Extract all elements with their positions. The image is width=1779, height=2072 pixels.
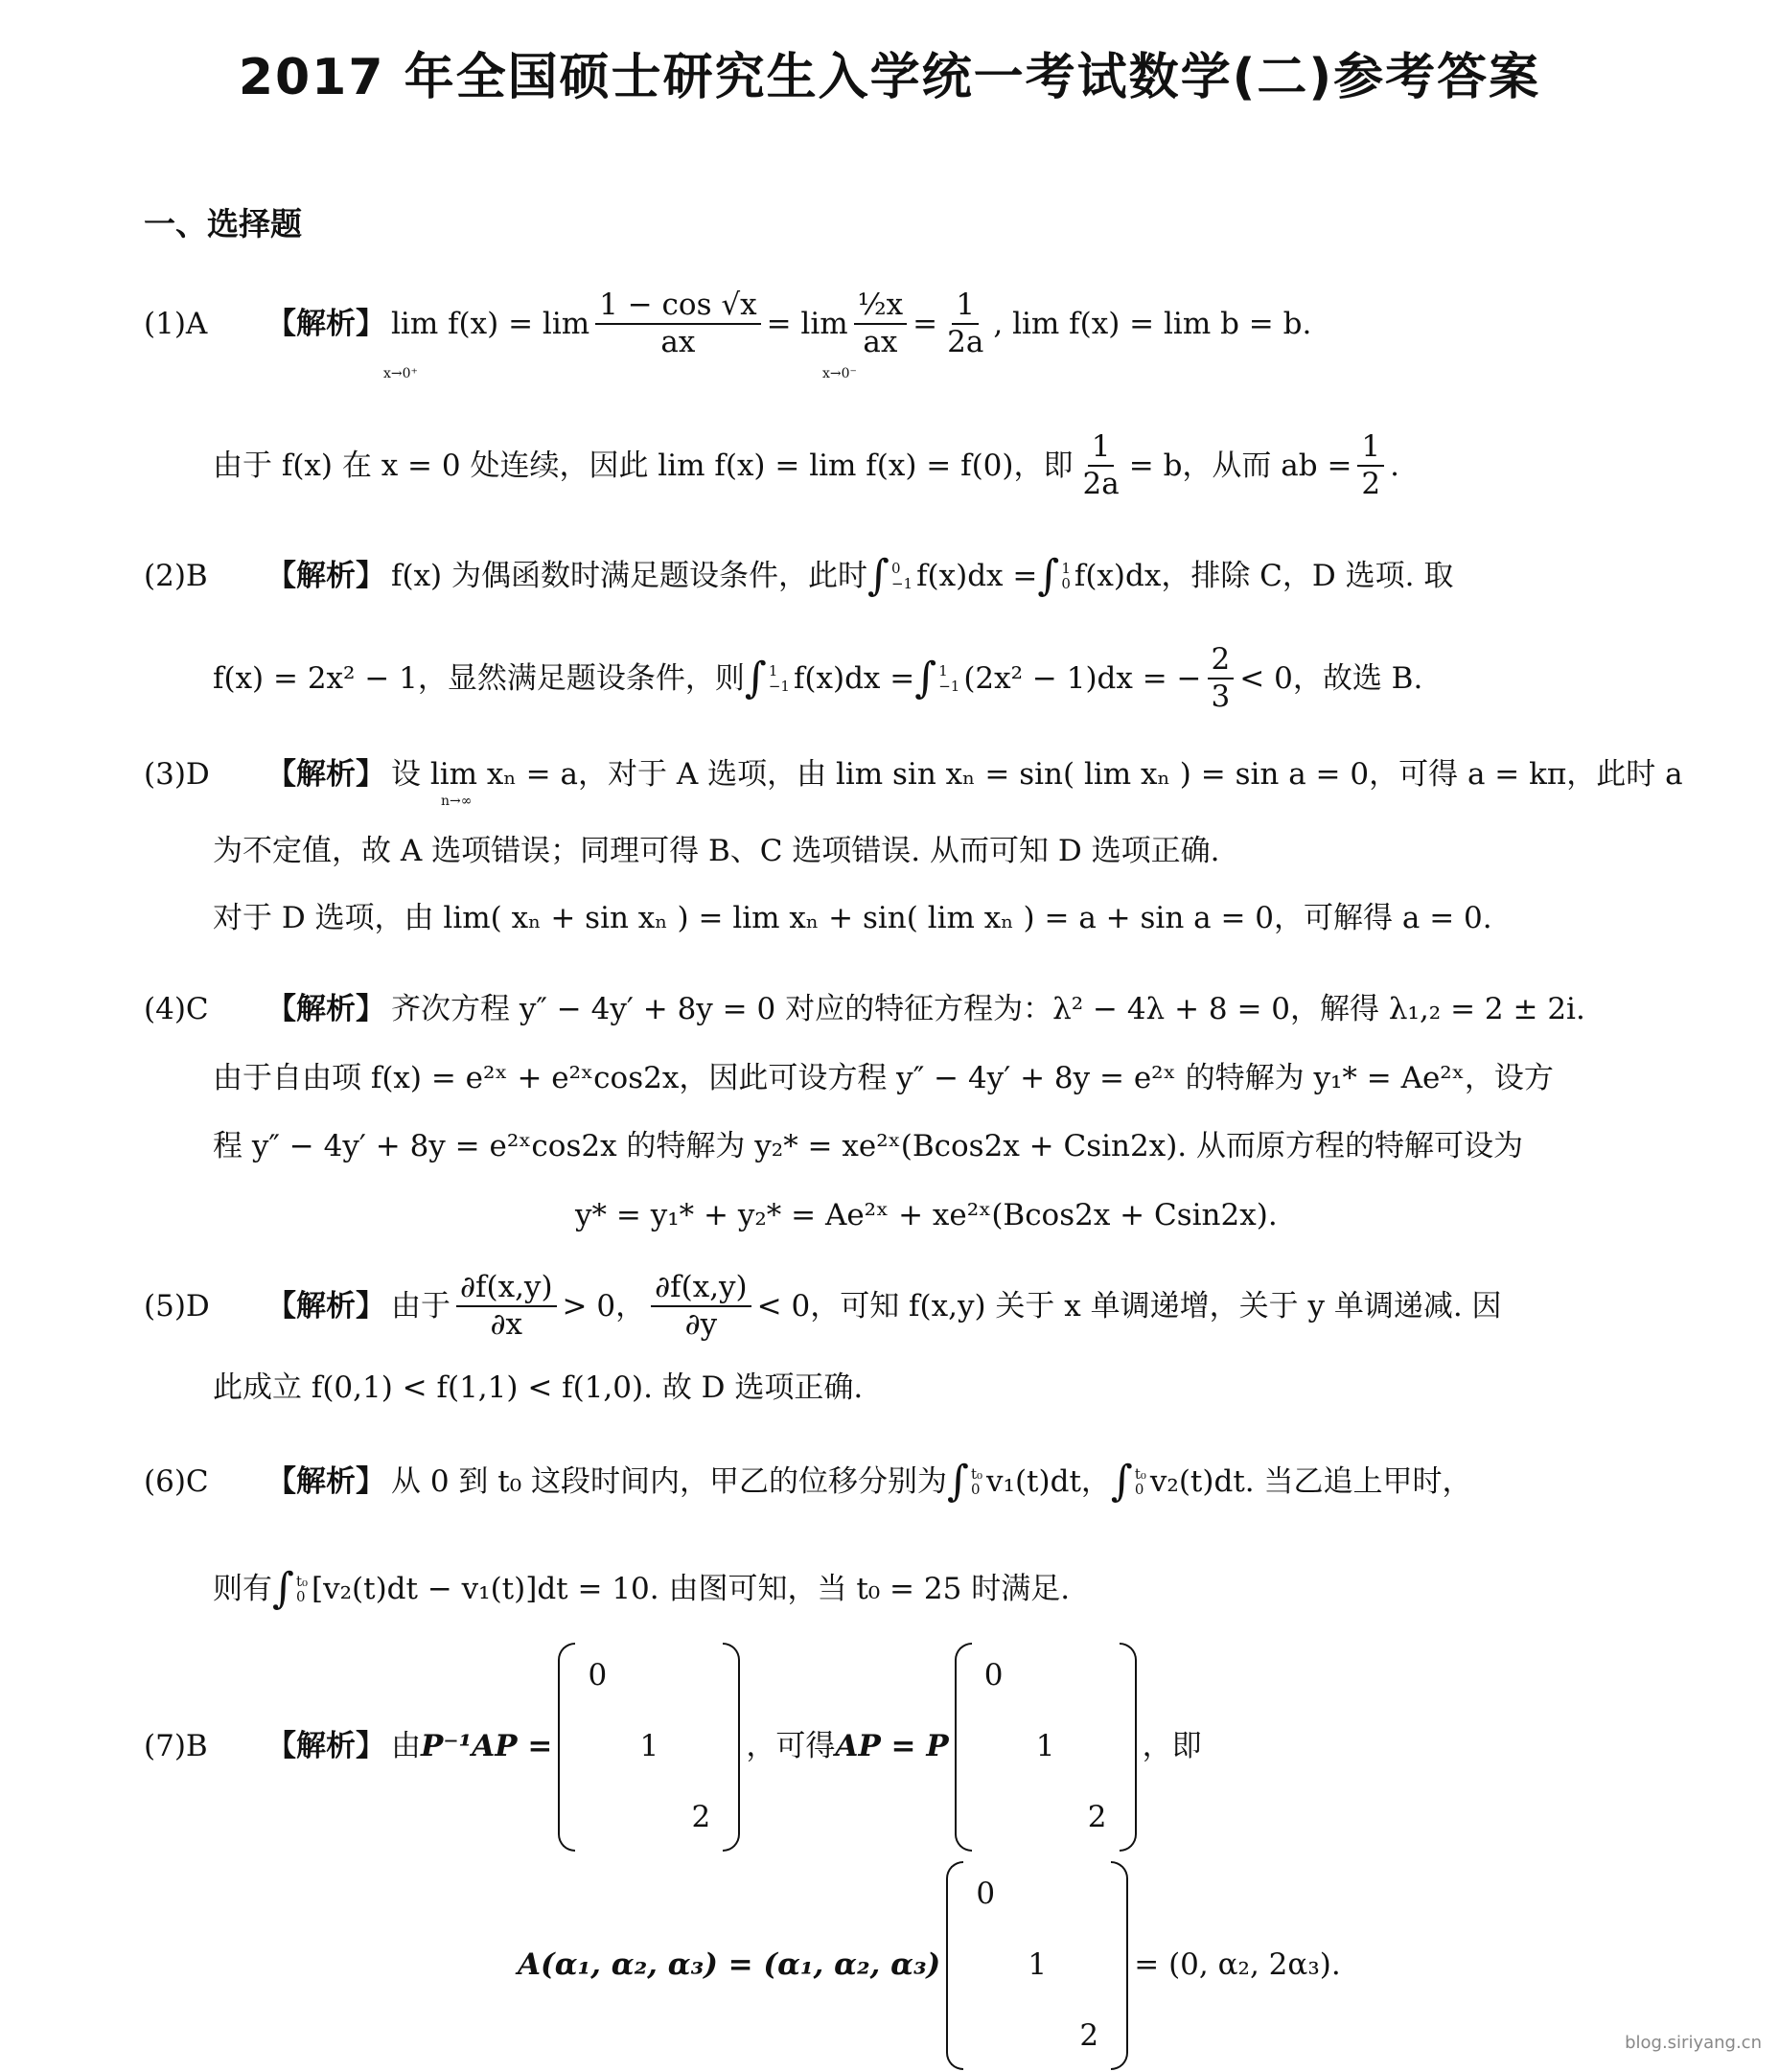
q6-number: (6)C	[144, 1463, 209, 1499]
q6-int3-upper: t₀	[295, 1572, 308, 1590]
q1-frac-1-den: ax	[660, 325, 696, 360]
q1-expr-a1: lim f(x) = lim	[391, 306, 590, 341]
q2-line2a: f(x) = 2x² − 1，显然满足题设条件，则	[213, 660, 745, 696]
q6-integral-1: ∫	[947, 1457, 969, 1506]
q2-line1	[144, 551, 1453, 602]
q1-lim-subscripts	[268, 366, 857, 382]
q5-frac-2-num: ∂f(x,y)	[651, 1270, 751, 1307]
q7-m1-11: 0	[588, 1658, 608, 1693]
q6-int1-upper: t₀	[970, 1464, 983, 1483]
q5-post: < 0，可知 f(x,y) 关于 x 单调递增，关于 y 单调递减. 因	[756, 1288, 1502, 1324]
q2-int3-limits	[769, 663, 790, 695]
q2-int1-upper: 0	[890, 559, 901, 577]
q5-frac-1-den: ∂x	[490, 1307, 523, 1343]
q5-frac-2-den: ∂y	[684, 1307, 718, 1343]
q5-tag: 【解析】	[266, 1288, 385, 1324]
q4-line4: y* = y₁* + y₂* = Ae²ˣ + xe²ˣ(Bcos2x + Csin2x).	[575, 1198, 1278, 1232]
q7-line1	[144, 1641, 1202, 1853]
q1-lim-sub-right: x→0⁺	[383, 366, 418, 381]
q7-m3-11: 0	[976, 1876, 996, 1912]
q6-line1b: v₁(t)dt，	[986, 1463, 1111, 1499]
q1-line2-frac-den: 2a	[1082, 467, 1120, 502]
q7-line2	[518, 1859, 1341, 2072]
q7-pre: 由	[391, 1729, 421, 1764]
q2-int4-limits	[938, 663, 959, 695]
q3-line3: 对于 D 选项，由 lim( xₙ + sin xₙ ) = lim xₙ + sin( lim xₙ ) = a + sin a = 0，可解得 a = 0.	[213, 901, 1492, 935]
page-title: 2017 年全国硕士研究生入学统一考试数学(二)参考答案	[238, 49, 1541, 106]
q2-int1-limits	[891, 561, 913, 592]
q7-number: (7)B	[144, 1729, 208, 1764]
q2-int1-lower: −1	[890, 575, 913, 593]
q6-line1c: v₂(t)dt. 当乙追上甲时，	[1149, 1463, 1472, 1499]
q5-frac-1	[456, 1270, 557, 1343]
q7-eq-left: A(α₁, α₂, α₃) = (α₁, α₂, α₃)	[518, 1947, 941, 1983]
q1-line2-frac2	[1357, 429, 1384, 502]
q6-int2-limits	[1135, 1466, 1146, 1498]
q6-integral-2: ∫	[1110, 1457, 1133, 1506]
q1-line2-frac2-den: 2	[1361, 467, 1381, 502]
q4-line1	[144, 992, 1585, 1027]
q2-int3-upper: 1	[768, 661, 778, 679]
q1-frac-3-den: 2a	[947, 325, 984, 360]
q7-m3-33: 2	[1079, 2018, 1099, 2054]
q2-line2c: (2x² − 1)dx = −	[963, 660, 1202, 696]
q7-matrix-3	[946, 1859, 1128, 2072]
q1-frac-1-num: 1 − cos √x	[595, 288, 760, 325]
q6-int2-lower: 0	[1134, 1481, 1144, 1499]
q6-line2a: 则有	[213, 1571, 272, 1606]
q3-line2: 为不定值，故 A 选项错误；同理可得 B、C 选项错误. 从而可知 D 选项正确.	[213, 834, 1220, 868]
q6-int1-limits	[971, 1466, 982, 1498]
q2-line1b: f(x)dx =	[916, 558, 1038, 593]
q6-line1	[144, 1457, 1472, 1508]
q1-line2b: = b，从而 ab =	[1128, 448, 1352, 483]
q1-line2-frac	[1079, 429, 1123, 502]
q6-line2b: [v₂(t)dt − v₁(t)]dt = 10. 由图可知，当 t₀ = 25 时满足.	[311, 1571, 1071, 1606]
q6-int3-lower: 0	[295, 1588, 306, 1606]
q7-m2-33: 2	[1087, 1800, 1107, 1835]
q1-line1	[144, 288, 1311, 360]
q5-mid: > 0，	[562, 1288, 646, 1324]
q3-number: (3)D	[144, 757, 210, 792]
q2-int4-upper: 1	[938, 661, 948, 679]
q7-m3-22: 1	[1028, 1947, 1048, 1983]
q7-lhs2: AP = P	[835, 1729, 949, 1764]
q4-line3: 程 y″ − 4y′ + 8y = e²ˣcos2x 的特解为 y₂* = xe²ˣ(Bcos2x + Csin2x). 从而原方程的特解可设为	[213, 1129, 1523, 1163]
q3-line1	[144, 757, 1683, 793]
q6-line2	[213, 1564, 1070, 1615]
q7-post: ，即	[1142, 1729, 1202, 1764]
q1-frac-3-num: 1	[952, 288, 979, 325]
q3-lim-sub: n→∞	[441, 794, 473, 809]
q2-line2b: f(x)dx =	[793, 660, 915, 696]
q5-pre: 由于	[391, 1288, 451, 1324]
q6-int2-upper: t₀	[1134, 1464, 1146, 1483]
q1-frac-3	[943, 288, 987, 360]
q1-tag: 【解析】	[266, 306, 385, 341]
q1-frac-2	[854, 288, 908, 360]
q4-tag: 【解析】	[266, 992, 385, 1026]
q1-frac-2-den: ax	[863, 325, 898, 360]
q2-frac-den: 3	[1211, 679, 1231, 715]
q1-line2a: 由于 f(x) 在 x = 0 处连续，因此 lim f(x) = lim f(x) = f(0)，即	[213, 448, 1074, 483]
q1-line2d: .	[1390, 448, 1400, 483]
q5-frac-1-num: ∂f(x,y)	[456, 1270, 557, 1307]
q5-frac-2	[651, 1270, 751, 1343]
q1-line2	[213, 429, 1399, 502]
q2-frac	[1208, 642, 1235, 715]
q7-m1-33: 2	[691, 1800, 711, 1835]
q7-tag: 【解析】	[266, 1729, 385, 1764]
q2-int2-limits	[1061, 561, 1071, 592]
q2-line2	[213, 642, 1422, 715]
q5-number: (5)D	[144, 1288, 210, 1324]
q6-int1-lower: 0	[970, 1481, 981, 1499]
q1-number: (1)A	[144, 306, 208, 341]
q5-line1	[144, 1270, 1502, 1343]
q1-lim-sub-left: x→0⁻	[821, 366, 857, 381]
q4-line2: 由于自由项 f(x) = e²ˣ + e²ˣcos2x，因此可设方程 y″ − 4y′ + 8y = e²ˣ 的特解为 y₁* = Ae²ˣ，设方	[213, 1061, 1554, 1095]
q2-tag: 【解析】	[266, 558, 385, 593]
q7-matrix-1	[558, 1641, 740, 1853]
q2-int3-lower: −1	[768, 678, 790, 696]
q1-line2-frac-num: 1	[1088, 429, 1115, 467]
q5-line2: 此成立 f(0,1) < f(1,1) < f(1,0). 故 D 选项正确.	[213, 1370, 864, 1405]
q2-integral-1: ∫	[867, 551, 890, 600]
q6-tag: 【解析】	[266, 1463, 385, 1499]
q7-matrix-2	[955, 1641, 1137, 1853]
q1-line2-frac2-num: 1	[1357, 429, 1384, 467]
q6-int3-limits	[296, 1574, 308, 1605]
q7-mid: ，可得	[746, 1729, 836, 1764]
section-heading: 一、选择题	[144, 205, 302, 242]
q2-line1c: f(x)dx，排除 C，D 选项. 取	[1074, 558, 1454, 593]
q7-m1-22: 1	[639, 1729, 659, 1764]
q3-tag: 【解析】	[266, 757, 385, 792]
q7-m2-11: 0	[983, 1658, 1004, 1693]
q2-int2-upper: 1	[1061, 559, 1071, 577]
q2-integral-2: ∫	[1037, 551, 1060, 600]
q6-line1a: 从 0 到 t₀ 这段时间内，甲乙的位移分别为	[391, 1463, 948, 1499]
q2-number: (2)B	[144, 558, 208, 593]
q2-int4-lower: −1	[938, 678, 960, 696]
q4-line1-text: 齐次方程 y″ − 4y′ + 8y = 0 对应的特征方程为：λ² − 4λ + 8 = 0，解得 λ₁,₂ = 2 ± 2i.	[391, 992, 1585, 1026]
q4-number: (4)C	[144, 992, 209, 1026]
q1-expr-a4: , lim f(x) = lim b = b.	[993, 306, 1312, 341]
q7-m2-22: 1	[1035, 1729, 1055, 1764]
watermark: blog.siriyang.cn	[1625, 2033, 1762, 2053]
q2-integral-4: ∫	[914, 653, 937, 702]
q1-expr-a3: =	[913, 306, 938, 341]
q2-line2d: < 0，故选 B.	[1239, 660, 1423, 696]
q1-frac-1	[595, 288, 760, 360]
q2-integral-3: ∫	[744, 653, 767, 702]
q2-line1a: f(x) 为偶函数时满足题设条件，此时	[391, 558, 867, 593]
q1-frac-2-num: ½x	[854, 288, 908, 325]
q2-frac-num: 2	[1208, 642, 1235, 679]
q1-expr-a2: = lim	[766, 306, 848, 341]
q2-int2-lower: 0	[1061, 575, 1071, 593]
q7-lhs: P⁻¹AP =	[421, 1729, 553, 1764]
q6-integral-3: ∫	[272, 1564, 294, 1613]
q7-eq-right: = (0, α₂, 2α₃).	[1134, 1947, 1341, 1983]
q3-line1-text: 设 lim xₙ = a，对于 A 选项，由 lim sin xₙ = sin( lim xₙ ) = sin a = 0，可得 a = kπ，此时 a	[391, 757, 1683, 792]
